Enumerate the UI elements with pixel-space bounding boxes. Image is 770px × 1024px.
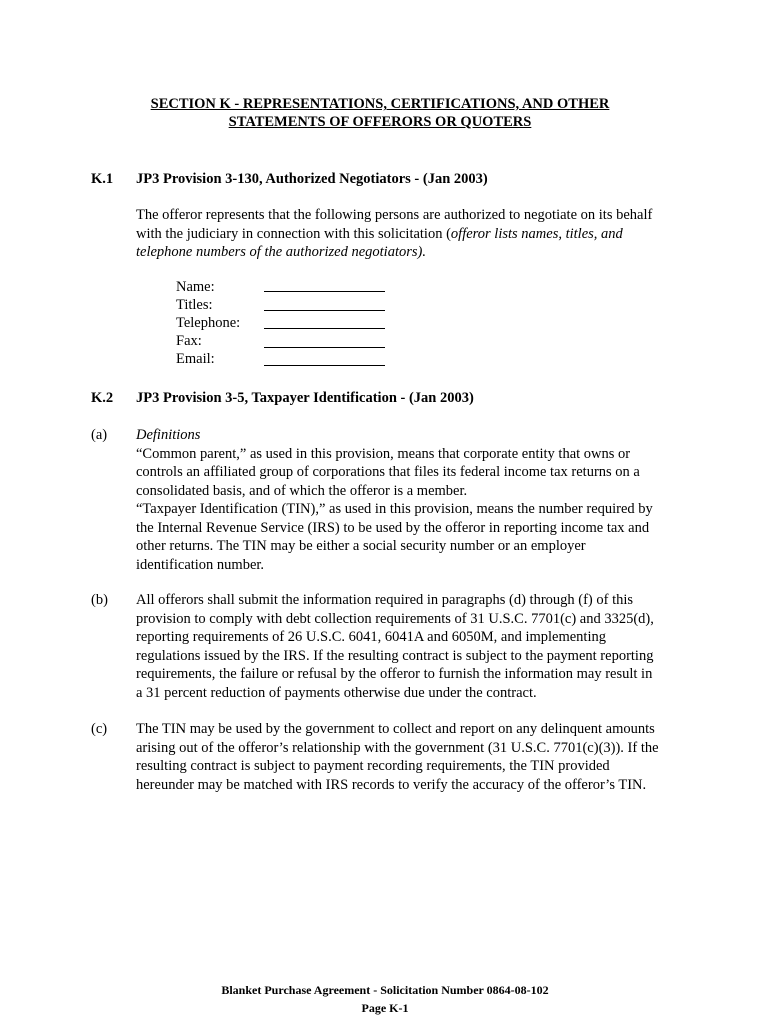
k2-c-line: The TIN may be used by the government to collect and report on any delinquent amounts — [136, 721, 655, 737]
footer-solicitation: Blanket Purchase Agreement - Solicitation Number 0864-08-102 — [221, 983, 549, 997]
fax-field-line[interactable] — [264, 347, 385, 348]
telephone-field-line[interactable] — [264, 328, 385, 329]
k2-c-line: resulting contract is subject to payment recording requirements, the TIN provided — [136, 758, 610, 774]
footer-page-number: Page K-1 — [361, 1001, 409, 1015]
k2-a-line: “Common parent,” as used in this provision, means that corporate entity that owns or — [136, 445, 631, 462]
section-heading-line2: STATEMENTS OF OFFERORS OR QUOTERS — [228, 114, 532, 130]
k2-b-line: regulations issued by the IRS. If the resulting contract is subject to the payment reporting — [136, 647, 654, 664]
section-heading-line1: SECTION K - REPRESENTATIONS, CERTIFICATIONS, AND OTHER — [150, 96, 610, 112]
k1-para-line2 — [136, 225, 696, 244]
k2-c-line: arising out of the offeror’s relationship with the government (31 U.S.C. 7701(c)(3)). If the — [136, 739, 659, 756]
email-field-label: Email: — [176, 351, 215, 367]
k1-title: JP3 Provision 3-130, Authorized Negotiators - (Jan 2003) — [136, 171, 488, 187]
k2-c-line: hereunder may be matched with IRS records to verify the accuracy of the offeror’s TIN. — [136, 776, 647, 793]
k2-a-line: other returns. The TIN may be either a social security number or an employer — [136, 538, 586, 554]
name-field-line[interactable] — [264, 291, 385, 292]
k2-b-line: a 31 percent reduction of payments otherwise due under the contract. — [136, 684, 537, 701]
k2-b-label: (b) — [91, 592, 108, 608]
k1-paragraph — [136, 206, 696, 262]
k1-para-line1: The offeror represents that the following persons are authorized to negotiate on its behalf — [136, 207, 653, 223]
k2-b-paragraph — [136, 591, 696, 702]
k1-para-line2-italic: offeror lists names, titles, and — [450, 225, 623, 242]
k2-a-line: identification number. — [136, 556, 265, 573]
k1-para-line3: telephone numbers of the authorized negotiators). — [136, 244, 426, 260]
section-heading — [120, 95, 640, 131]
k2-b-line: All offerors shall submit the information required in paragraphs (d) through (f) of this — [136, 592, 634, 608]
k2-b-line: provision to comply with debt collection requirements of 31 U.S.C. 7701(c) and 3325(d), — [136, 610, 654, 627]
telephone-field-label: Telephone: — [176, 315, 241, 331]
k2-c-label: (c) — [91, 721, 108, 737]
email-field-line[interactable] — [264, 365, 385, 366]
fax-field-label: Fax: — [176, 333, 202, 349]
k1-number: K.1 — [91, 171, 114, 187]
k1-para-line2-plain: with the judiciary in connection with this solicitation ( — [136, 225, 451, 242]
titles-field-label: Titles: — [176, 297, 213, 313]
k2-a-paragraph — [136, 426, 696, 574]
titles-field-line[interactable] — [264, 310, 385, 311]
k2-a-label: (a) — [91, 427, 108, 443]
page-footer — [0, 981, 770, 1017]
k2-number: K.2 — [91, 390, 114, 406]
k2-a-heading: Definitions — [136, 427, 201, 443]
k2-a-line: “Taxpayer Identification (TIN),” as used in this provision, means the number required by — [136, 501, 653, 517]
k2-b-line: requirements, the failure or refusal by the offeror to furnish the information may result in — [136, 666, 653, 682]
k2-title: JP3 Provision 3-5, Taxpayer Identification - (Jan 2003) — [136, 390, 474, 406]
k2-b-line: reporting requirements of 26 U.S.C. 6041, 6041A and 6050M, and implementing — [136, 629, 606, 645]
k2-c-paragraph — [136, 720, 696, 794]
name-field-label: Name: — [176, 279, 215, 295]
k2-a-line: the Internal Revenue Service (IRS) to be used by the offeror in reporting income tax and — [136, 519, 650, 536]
k2-a-line: controls an affiliated group of corporations that files its federal income tax returns on a — [136, 464, 640, 480]
k2-a-line: consolidated basis, and of which the offeror is a member. — [136, 482, 468, 499]
